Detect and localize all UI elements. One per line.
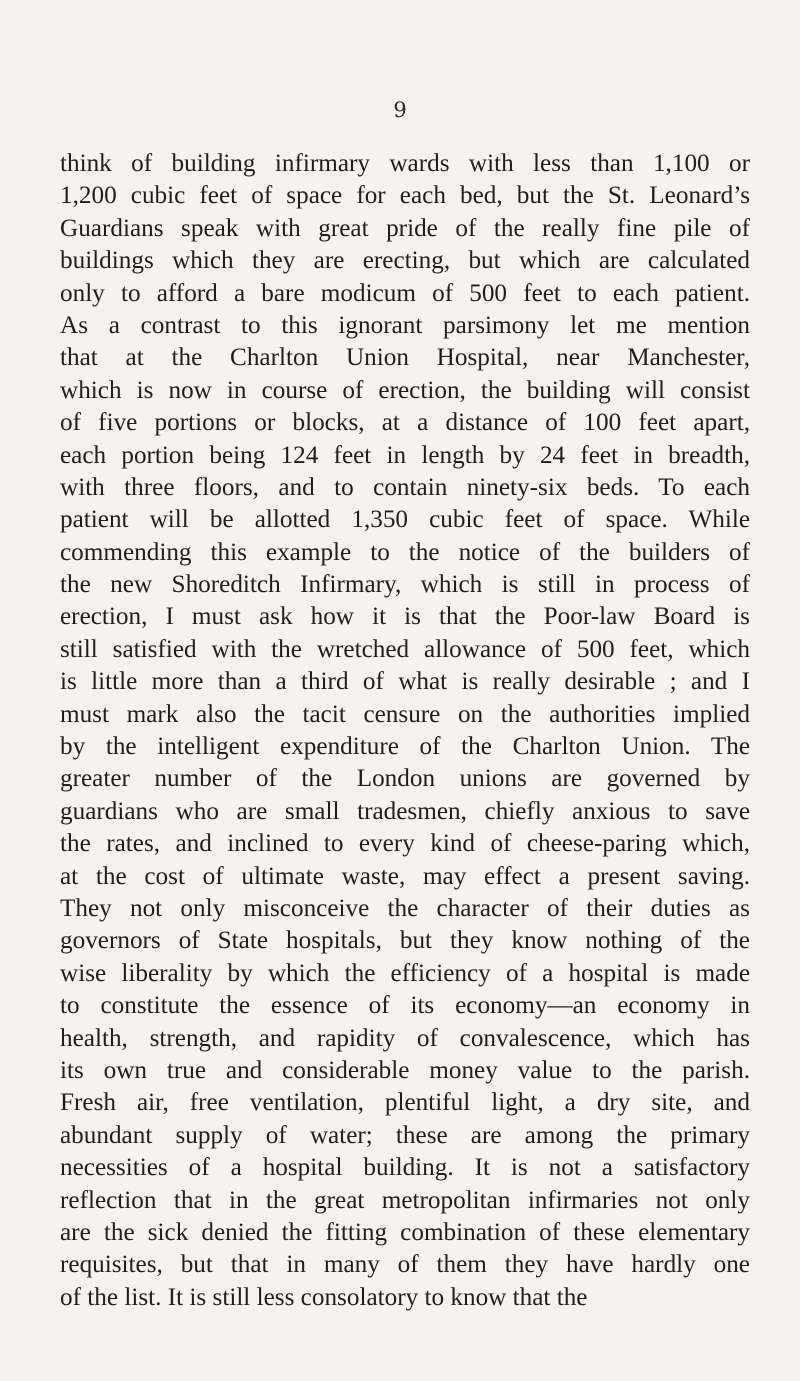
text-line: to constitute the essence of its economy—an economy in — [60, 992, 750, 1020]
text-line: which is now in course of erection, the building will consist — [60, 376, 750, 404]
text-line: of five portions or blocks, at a distance of 100 feet apart, — [60, 409, 750, 437]
text-line: requisites, but that in many of them they have hardly one — [60, 1251, 750, 1279]
text-line: patient will be allotted 1,350 cubic feet of space. While — [60, 506, 750, 534]
text-line: As a contrast to this ignorant parsimony let me mention — [60, 311, 750, 339]
text-line: each portion being 124 feet in length by 24 feet in breadth, — [60, 441, 750, 469]
text-line: that at the Charlton Union Hospital, near Manchester, — [60, 344, 750, 372]
text-line: commending this example to the notice of the builders of — [60, 538, 750, 566]
text-line: is little more than a third of what is really desirable ; and I — [60, 668, 750, 696]
text-line: health, strength, and rapidity of convalescence, which has — [60, 1024, 750, 1052]
text-line: guardians who are small tradesmen, chiefly anxious to save — [60, 797, 750, 825]
text-line: must mark also the tacit censure on the authorities implied — [60, 700, 750, 728]
text-line: Guardians speak with great pride of the really fine pile of — [60, 214, 750, 242]
text-line: 1,200 cubic feet of space for each bed, but the St. Leonard’s — [60, 182, 750, 210]
text-line: the new Shoreditch Infirmary, which is still in process of — [60, 571, 750, 599]
text-line: necessities of a hospital building. It is not a satisfactory — [60, 1154, 750, 1182]
text-line: with three floors, and to contain ninety-six beds. To each — [60, 473, 750, 501]
text-line: abundant supply of water; these are among the primary — [60, 1121, 750, 1149]
text-line: governors of State hospitals, but they know nothing of the — [60, 927, 750, 955]
text-line: greater number of the London unions are governed by — [60, 765, 750, 793]
text-line: its own true and considerable money value to the parish. — [60, 1056, 750, 1084]
text-line: erection, I must ask how it is that the Poor-law Board is — [60, 603, 750, 631]
body-text — [60, 148, 750, 1314]
text-line: wise liberality by which the efficiency of a hospital is made — [60, 959, 750, 987]
text-line: reflection that in the great metropolitan infirmaries not only — [60, 1186, 750, 1214]
text-line: of the list. It is still less consolatory to know that the — [60, 1283, 588, 1311]
text-line: the rates, and inclined to every kind of cheese-paring which, — [60, 830, 750, 858]
text-line: only to afford a bare modicum of 500 feet to each patient. — [60, 279, 750, 307]
text-line: at the cost of ultimate waste, may effect a present saving. — [60, 862, 750, 890]
text-line: Fresh air, free ventilation, plentiful light, a dry site, and — [60, 1089, 750, 1117]
text-line: by the intelligent expenditure of the Charlton Union. The — [60, 733, 750, 761]
text-line: They not only misconceive the character of their duties as — [60, 894, 750, 922]
text-line: still satisfied with the wretched allowance of 500 feet, which — [60, 635, 750, 663]
text-line: buildings which they are erecting, but which are calculated — [60, 247, 750, 275]
text-line: are the sick denied the fitting combination of these elementary — [60, 1218, 750, 1246]
page-number: 9 — [393, 98, 407, 122]
text-line: think of building infirmary wards with less than 1,100 or — [60, 150, 750, 177]
